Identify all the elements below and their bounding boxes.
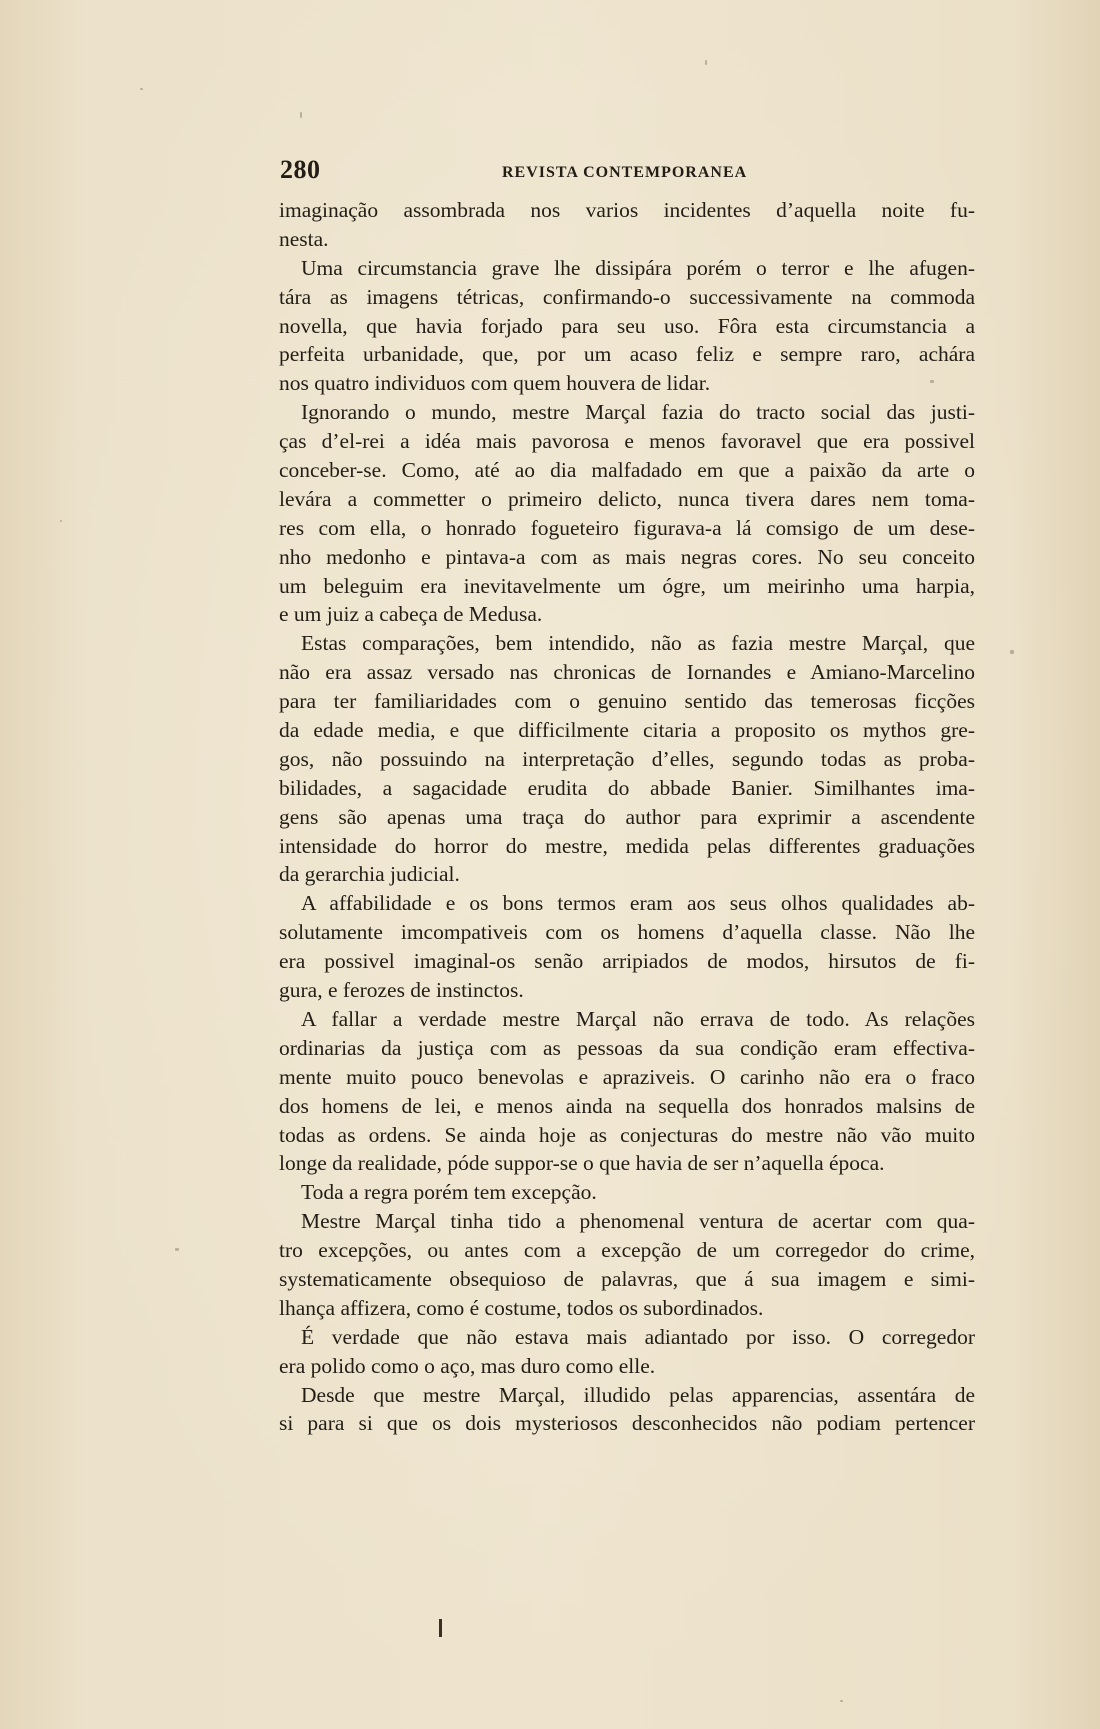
text-line: todas as ordens. Se ainda hoje as conjecturas do mestre não vão muito — [279, 1122, 975, 1147]
text-line: lhança affizera, como é costume, todos os subordinados. — [279, 1295, 764, 1320]
text-line: nho medonho e pintava-a com as mais negras cores. No seu conceito — [279, 544, 975, 569]
text-line: novella, que havia forjado para seu uso. Fôra esta circumstancia a — [279, 313, 975, 338]
text-line: gura, e ferozes de instinctos. — [279, 978, 524, 1003]
text-line: A fallar a verdade mestre Marçal não errava de todo. As relações — [301, 1006, 975, 1031]
text-line: um beleguim era inevitavelmente um ógre, um meirinho uma harpia, — [279, 573, 975, 598]
text-line: ças d’el-rei a idéa mais pavorosa e menos favoravel que era possivel — [279, 429, 975, 454]
paper-speck — [140, 88, 143, 90]
page-header — [280, 155, 980, 191]
paper-speck — [705, 60, 707, 65]
running-head: REVISTA CONTEMPORANEA — [502, 164, 748, 181]
text-line: Uma circumstancia grave lhe dissipára porém o terror e lhe afugen- — [301, 255, 975, 280]
paper-speck — [840, 1700, 843, 1702]
text-line: imaginação assombrada nos varios incidentes d’aquella noite fu- — [279, 198, 975, 222]
text-line: gos, não possuindo na interpretação d’elles, segundo todas as proba- — [279, 746, 975, 771]
text-line: si para si que os dois mysteriosos desconhecidos não podiam pertencer — [279, 1411, 975, 1436]
text-line: nesta. — [279, 226, 329, 251]
paper-speck — [175, 1248, 179, 1251]
text-line: tro excepções, ou antes com a excepção de um corregedor do crime, — [279, 1238, 975, 1263]
text-line: dos homens de lei, e menos ainda na sequella dos honrados malsins de — [279, 1093, 975, 1118]
text-line: para ter familiaridades com o genuino sentido das temerosas ficções — [279, 689, 975, 714]
text-line: e um juiz a cabeça de Medusa. — [279, 602, 543, 627]
text-line: Ignorando o mundo, mestre Marçal fazia do tracto social das justi- — [301, 400, 975, 425]
paper-speck — [60, 520, 62, 522]
text-line: ordinarias da justiça com as pessoas da sua condição eram effectiva- — [279, 1035, 975, 1060]
text-line: bilidades, a sagacidade erudita do abbade Banier. Similhantes ima- — [279, 775, 975, 800]
text-line: res com ella, o honrado fogueteiro figurava-a lá comsigo de um dese- — [279, 515, 975, 540]
text-line: tára as imagens tétricas, confirmando-o successivamente na commoda — [279, 284, 975, 309]
body-text — [279, 196, 975, 1438]
text-line: intensidade do horror do mestre, medida pelas differentes graduações — [279, 833, 975, 858]
text-line: Toda a regra porém tem excepção. — [301, 1180, 597, 1205]
text-line: longe da realidade, póde suppor-se o que havia de ser n’aquella época. — [279, 1151, 885, 1176]
text-line: não era assaz versado nas chronicas de Iornandes e Amiano-Marcelino — [279, 660, 975, 685]
text-line: era possivel imaginal-os senão arripiados de modos, hirsutos de fi- — [279, 949, 975, 974]
text-line: nos quatro individuos com quem houvera de lidar. — [279, 371, 711, 396]
text-line: conceber-se. Como, até ao dia malfadado em que a paixão da arte o — [279, 458, 975, 483]
text-line: gens são apenas uma traça do author para exprimir a ascendente — [279, 804, 975, 829]
text-line: A affabilidade e os bons termos eram aos seus olhos qualidades ab- — [301, 891, 975, 916]
text-line: Estas comparações, bem intendido, não as fazia mestre Marçal, que — [301, 631, 975, 656]
text-line: mente muito pouco benevolas e apraziveis. O carinho não era o fraco — [279, 1064, 975, 1089]
text-line: solutamente imcompativeis com os homens d’aquella classe. Não lhe — [279, 920, 975, 945]
text-line: levára a commetter o primeiro delicto, nunca tivera dares nem toma- — [279, 486, 975, 511]
paper-speck — [300, 112, 302, 118]
text-line: da edade media, e que difficilmente citaria a proposito os mythos gre- — [279, 718, 975, 743]
text-line: Desde que mestre Marçal, illudido pelas apparencias, assentára de — [301, 1382, 975, 1407]
text-line: É verdade que não estava mais adiantado por isso. O corregedor — [301, 1324, 975, 1349]
paper-speck — [1010, 650, 1014, 654]
text-line: systematicamente obsequioso de palavras, que á sua imagem e simi- — [279, 1266, 975, 1291]
printer-mark — [439, 1619, 442, 1637]
text-line: Mestre Marçal tinha tido a phenomenal ventura de acertar com qua- — [301, 1209, 975, 1234]
text-line: perfeita urbanidade, que, por um acaso feliz e sempre raro, achára — [279, 342, 975, 367]
page-number: 280 — [280, 155, 321, 184]
text-line: da gerarchia judicial. — [279, 862, 460, 887]
text-line: era polido como o aço, mas duro como elle. — [279, 1353, 656, 1378]
